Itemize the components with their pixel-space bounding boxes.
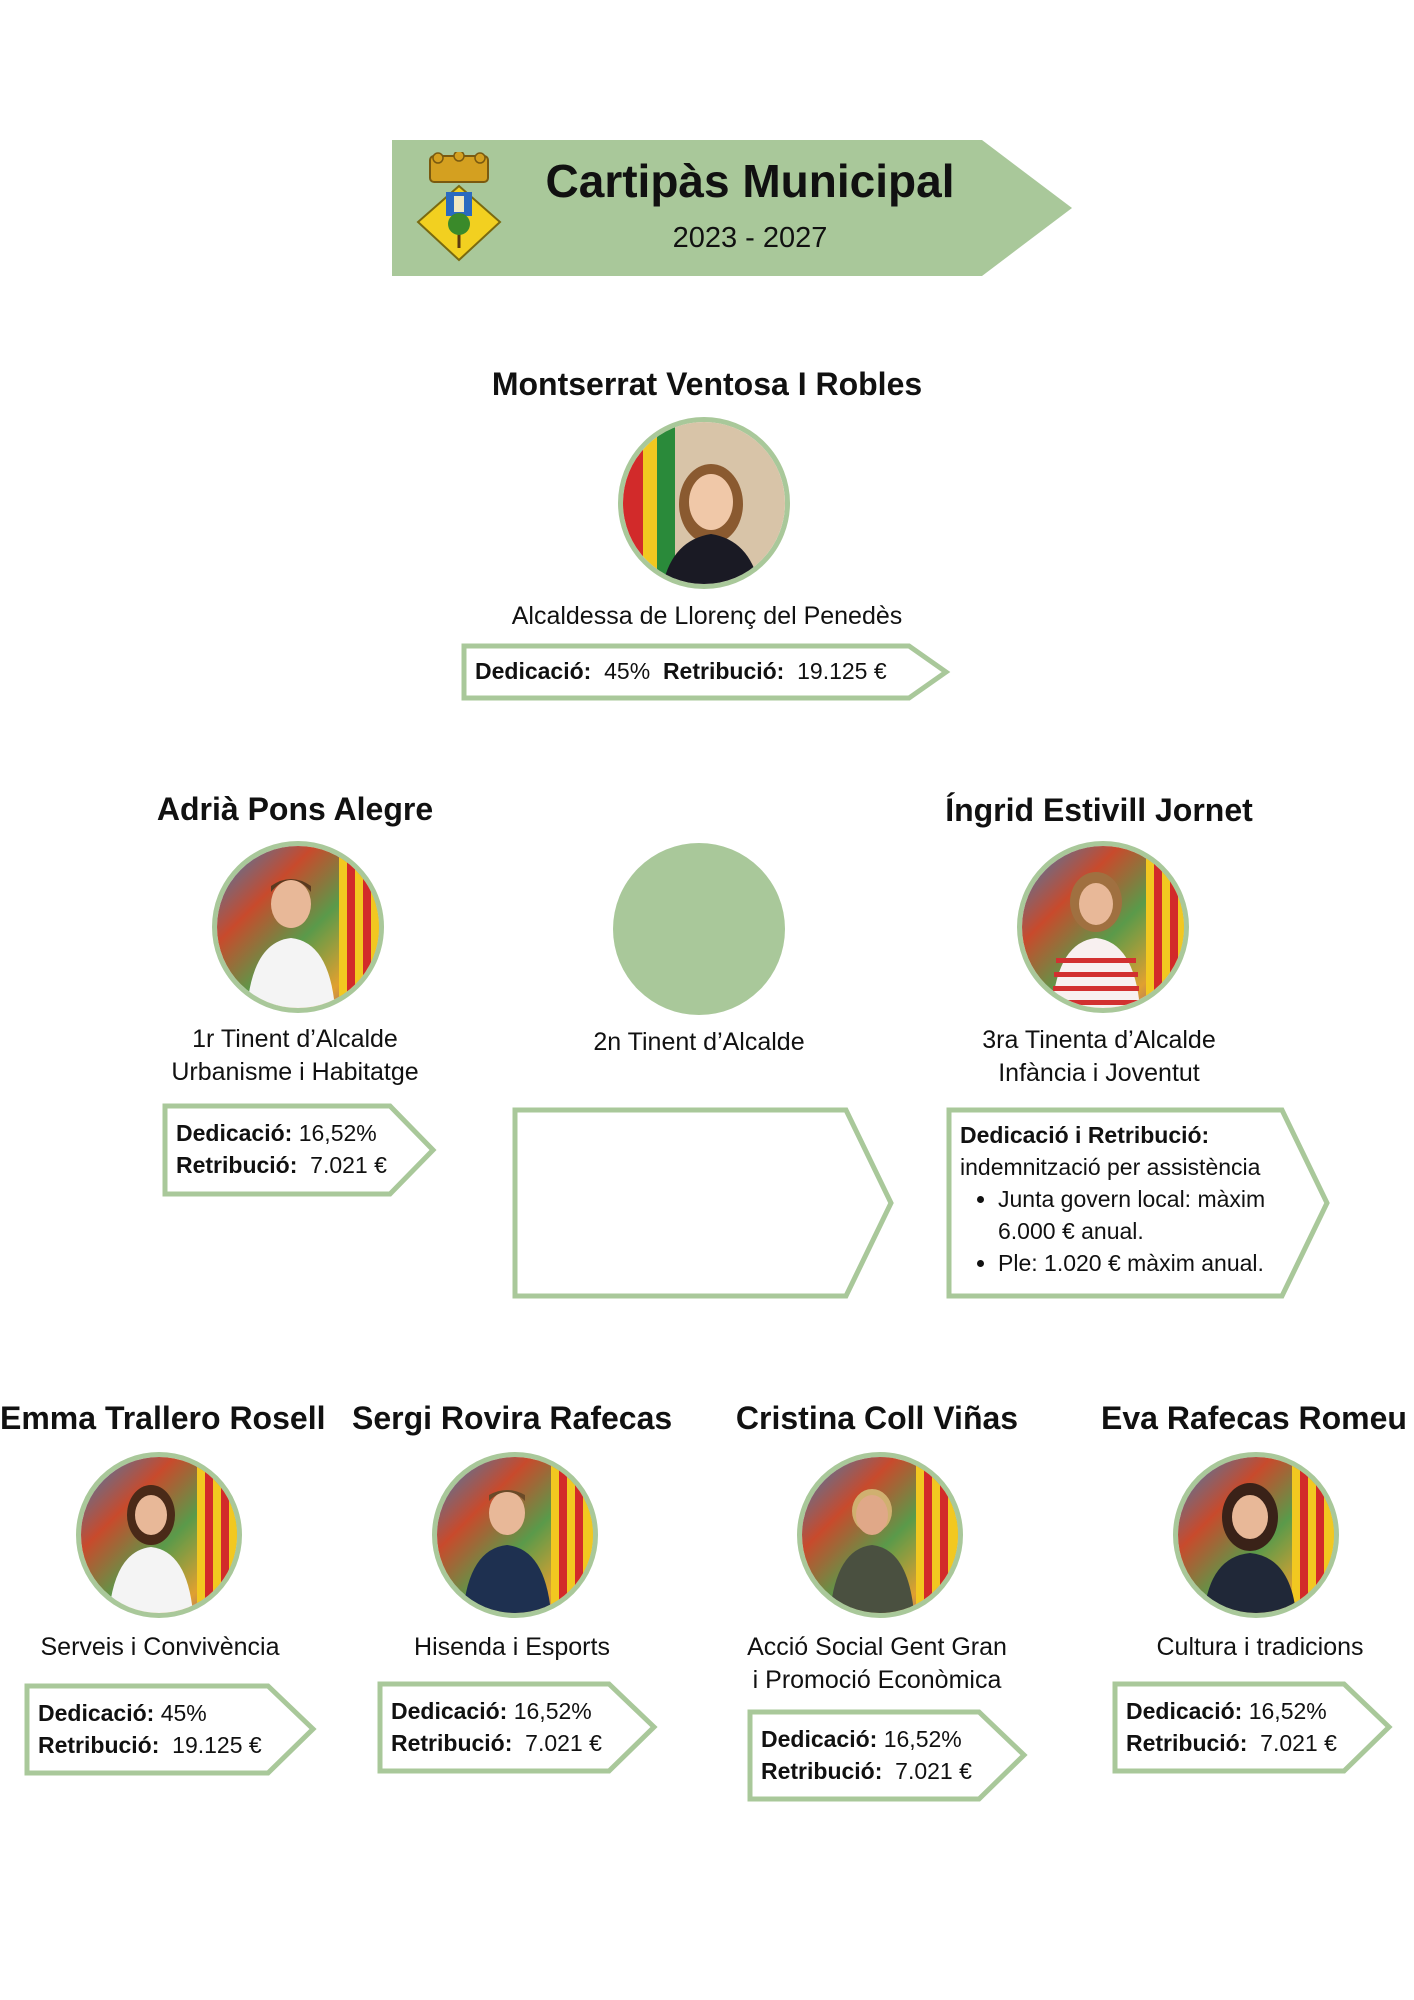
retribucio-value: 7.021 €: [895, 1758, 972, 1784]
info-title: Dedicació i Retribució:: [960, 1122, 1210, 1148]
councillor-3-role: [727, 1631, 1027, 1697]
allowance-item-continued: 6.000 € anual.: [998, 1218, 1144, 1244]
deputy-2-placeholder-circle: [613, 843, 785, 1015]
councillor-4-salary-tag: [1112, 1681, 1394, 1774]
councillor-3-role-line1: Acció Social Gent Gran: [747, 1633, 1007, 1661]
councillor-2-role: Hisenda i Esports: [414, 1633, 610, 1661]
allowance-item: • Ple: 1.020 € màxim anual.: [998, 1247, 1265, 1279]
retribucio-value: 7.021 €: [525, 1730, 602, 1756]
info-line: indemnització per assistència: [960, 1154, 1261, 1180]
councillor-3-name: Cristina Coll Viñas: [735, 1400, 1019, 1436]
councillor-4-photo: [1173, 1452, 1339, 1618]
retribucio-value: 19.125 €: [172, 1732, 262, 1758]
deputy-3-role: [914, 1024, 1284, 1090]
dedicacio-value: 45%: [604, 658, 651, 684]
municipal-crest-icon: [416, 152, 502, 264]
retribucio-value: 7.021 €: [310, 1152, 387, 1178]
deputy-3-photo: [1017, 841, 1189, 1013]
deputy-3-role-line1: 3ra Tinenta d’Alcalde: [982, 1026, 1216, 1054]
retribucio-label: Retribució:: [176, 1152, 298, 1178]
term-years: 2023 - 2027: [672, 222, 828, 254]
deputy-1-salary-tag: [162, 1103, 438, 1197]
dedicacio-value: 16,52%: [883, 1726, 962, 1752]
councillor-1-role: Serveis i Convivència: [40, 1633, 280, 1661]
dedicacio-value: 45%: [160, 1700, 207, 1726]
retribucio-value: 19.125 €: [797, 658, 887, 684]
councillor-1-photo: [76, 1452, 242, 1618]
deputy-1-role-line1: 1r Tinent d’Alcalde: [192, 1025, 398, 1053]
councillor-3-photo: [797, 1452, 963, 1618]
deputy-3-salary-tag: [946, 1107, 1332, 1299]
councillor-4-name: Eva Rafecas Romeu: [1101, 1400, 1407, 1436]
dedicacio-label: Dedicació:: [391, 1698, 508, 1724]
allowance-list: [960, 1183, 1265, 1279]
retribucio-label: Retribució:: [662, 658, 785, 684]
deputy-3-role-line2: Infància i Joventut: [998, 1059, 1200, 1087]
deputy-3-name: Íngrid Estivill Jornet: [945, 792, 1253, 828]
retribucio-label: Retribució:: [391, 1730, 513, 1756]
retribucio-label: Retribució:: [38, 1732, 160, 1758]
page-title: Cartipàs Municipal: [545, 155, 955, 207]
dedicacio-value: 16,52%: [298, 1120, 377, 1146]
retribucio-value: 7.021 €: [1260, 1730, 1337, 1756]
retribucio-label: Retribució:: [1126, 1730, 1248, 1756]
deputy-2-role: 2n Tinent d’Alcalde: [593, 1028, 805, 1056]
dedicacio-value: 16,52%: [1248, 1698, 1327, 1724]
dedicacio-label: Dedicació:: [761, 1726, 878, 1752]
deputy-1-photo: [212, 841, 384, 1013]
dedicacio-label: Dedicació:: [38, 1700, 155, 1726]
dedicacio-label: Dedicació:: [475, 658, 592, 684]
councillor-2-photo: [432, 1452, 598, 1618]
deputy-1-role: [110, 1023, 480, 1089]
dedicacio-label: Dedicació:: [176, 1120, 293, 1146]
dedicacio-label: Dedicació:: [1126, 1698, 1243, 1724]
councillor-1-name: Emma Trallero Rosell: [0, 1400, 326, 1436]
deputy-1-name: Adrià Pons Alegre: [156, 791, 434, 827]
councillor-3-role-line2: i Promoció Econòmica: [752, 1666, 1002, 1694]
allowance-item: • Junta govern local: màxim: [998, 1183, 1265, 1215]
councillor-4-role: Cultura i tradicions: [1156, 1633, 1364, 1661]
councillor-3-salary-tag: [747, 1709, 1029, 1802]
retribucio-label: Retribució:: [761, 1758, 883, 1784]
mayor-photo: [618, 417, 790, 589]
deputy-2-empty-tag: [512, 1107, 896, 1299]
councillor-1-salary-tag: [24, 1683, 318, 1776]
mayor-name: Montserrat Ventosa I Robles: [491, 366, 923, 402]
deputy-1-role-line2: Urbanisme i Habitatge: [171, 1058, 419, 1086]
councillor-2-salary-tag: [377, 1681, 659, 1774]
mayor-salary-tag: [461, 643, 951, 701]
councillor-2-name: Sergi Rovira Rafecas: [352, 1400, 673, 1436]
dedicacio-value: 16,52%: [513, 1698, 592, 1724]
mayor-role: Alcaldessa de Llorenç del Penedès: [511, 602, 903, 630]
header-banner: [392, 140, 1072, 276]
